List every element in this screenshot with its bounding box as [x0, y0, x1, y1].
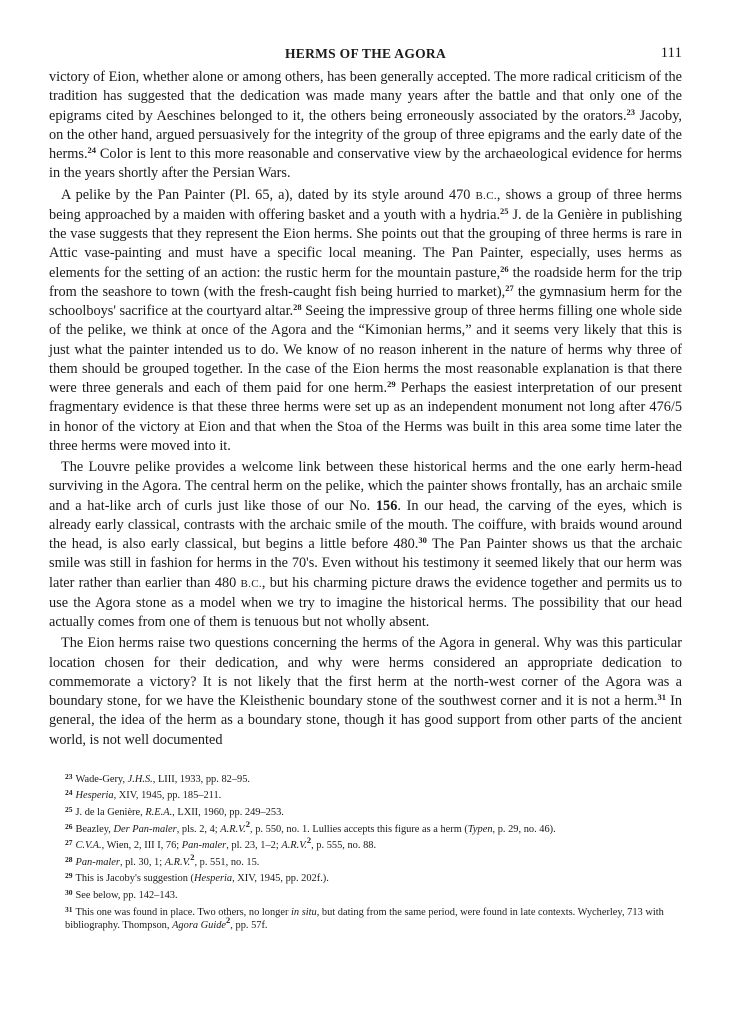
footnotes	[49, 770, 682, 933]
footnote-number: 25	[65, 804, 73, 814]
paragraph	[49, 68, 682, 184]
italic-text: J.H.S.	[127, 773, 153, 785]
footnote-number: 26	[65, 821, 73, 831]
text-run: , p. 29, no. 46).	[492, 823, 556, 835]
footnote-number: 28	[65, 854, 73, 864]
text-run: , p. 555, no. 88.	[311, 840, 377, 852]
text-run: , XIV, 1945, pp. 202f.).	[232, 873, 329, 885]
body-text	[49, 68, 682, 750]
footnote-ref: 26	[500, 263, 509, 274]
footnote	[49, 853, 682, 870]
text-run: the gymnasium herm for the schoolboys' sacrifice at the courtyard altar.	[49, 283, 682, 319]
text-run: Wade-Gery,	[75, 773, 128, 785]
text-run: , but his charming picture draws the evidence together and permits us to use the Agora stone as a model when we try to imagine the historical herms. The possibility that our head actually comes from one of them is tenuous but not wholly absent.	[49, 574, 682, 630]
page	[49, 44, 682, 933]
footnote-number: 27	[65, 838, 73, 848]
footnote-ref: 27	[505, 282, 514, 293]
running-title: HERMS OF THE AGORA	[284, 46, 447, 61]
text-run: In general, the idea of the herm as a boundary stone, though it has good support from other parts of the ancient world, is not well documented	[49, 693, 683, 748]
footnote-number: 23	[65, 771, 73, 781]
footnote	[49, 903, 682, 933]
footnote-number: 24	[65, 788, 73, 798]
footnote-ref: 25	[500, 205, 509, 216]
italic-text: Pan-maler	[181, 840, 227, 852]
text-run: , Wien, 2, III I, 76;	[101, 840, 182, 852]
running-header	[49, 44, 682, 68]
text-run: J. de la Genière in publishing the vase suggests that they represent the Eion herms. She points out that the grouping of three herms is rare in Attic vase-painting and must have a specific local meaning. The Pan Painter, especially, uses herms as elements for the setting of an action: the rustic herm for the mountain pasture,	[49, 206, 682, 281]
footnote-number: 30	[65, 887, 73, 897]
footnote	[49, 836, 682, 853]
text-run: victory of Eion, whether alone or among others, has been generally accepted. The more radical criticism of the tradition has suggested that the dedication was made many years after the battle and that only one of the epigrams cited by Aeschines belonged to it, the others being erroneously associated by the orators.	[49, 69, 682, 124]
text-run: , LIII, 1933, pp. 82–95.	[152, 773, 251, 785]
footnote	[49, 820, 682, 837]
paragraph	[49, 186, 682, 457]
text-run: , pl. 23, 1–2;	[226, 840, 282, 852]
footnote-ref: 28	[293, 302, 302, 312]
italic-text: Agora Guide	[172, 920, 227, 932]
text-run: , p. 551, no. 15.	[194, 856, 260, 868]
text-run: the roadside herm for the trip from the seashore to town (with the fresh-caught fish being hurried to market),	[49, 264, 682, 300]
paragraph	[49, 634, 682, 750]
footnote-ref: 24	[87, 145, 97, 155]
text-run: , pl. 30, 1;	[119, 856, 165, 868]
paragraph	[49, 458, 682, 632]
text-run: See below, pp. 142–143.	[75, 889, 178, 901]
italic-text: A.R.V.	[220, 823, 246, 835]
text-run: , LXII, 1960, pp. 249–253.	[172, 806, 284, 818]
text-run: The Louvre pelike provides a welcome link between these historical herms and the one early herm-head surviving in the Agora. The central herm on the pelike, which the painter shows frontally, has an archaic smile and a hat-like arch of curls just like those of our No.	[49, 459, 682, 514]
text-run: , but dating from the same period, were found in late contexts. Wycherley, 713 with bibliography. Thompson,	[65, 906, 664, 932]
footnote-number: 31	[65, 904, 73, 914]
text-run: , XIV, 1945, pp. 185–211.	[113, 790, 222, 802]
small-caps: B.C.	[475, 189, 497, 202]
italic-text: Typen	[467, 823, 493, 835]
italic-text: C.V.A.	[75, 840, 102, 852]
text-run: Perhaps the easiest interpretation of our present fragmentary evidence is that these three herms were set up as an independent monument not long after 476/5 in honor of the victory at Eion and that when the Stoa of the Herms was built in this area some time later the three herms were moved into it.	[49, 380, 683, 454]
footnote	[49, 803, 682, 820]
italic-text: Pan-maler	[75, 856, 120, 868]
italic-text: Hesperia	[193, 873, 233, 885]
page-number: 111	[660, 45, 682, 61]
text-run: This one was found in place. Two others, no longer	[75, 906, 292, 918]
small-caps: B.C.	[240, 577, 262, 590]
text-run: Seeing the impressive group of three herms filling one whole side of the pelike, we think at once of the Agora and the “Kimonian herms,” and it seems very likely that this is just what the painter intended us to do. We know of no reason inherent in the nature of herms why three of them should be grouped together. In the case of the Eion herms the most reasonable explanation is that there were three generals and each of them paid for one herm.	[49, 303, 682, 396]
italic-text: R.E.A.	[145, 806, 173, 818]
footnote-ref: 30	[418, 535, 427, 545]
text-run: This is Jacoby's suggestion (	[75, 873, 194, 885]
italic-text: A.R.V.	[281, 840, 307, 852]
text-run: Color is lent to this more reasonable and conservative view by the archaeological evidence for herms in the years shortly after the Persian Wars.	[49, 146, 682, 182]
text-run: , pls. 2, 4;	[176, 823, 221, 835]
footnote-ref: 2	[245, 818, 251, 829]
footnote-ref: 2	[306, 835, 312, 846]
footnote-ref: 23	[626, 106, 636, 117]
footnote-ref: 31	[657, 692, 666, 702]
text-run: J. de la Genière,	[75, 806, 146, 818]
text-run: , pp. 57f.	[230, 920, 268, 932]
footnote-number: 29	[65, 871, 73, 881]
footnote	[49, 786, 682, 803]
footnote	[49, 869, 682, 886]
text-run: A pelike by the Pan Painter (Pl. 65, a), dated by its style around 470	[61, 186, 476, 203]
text-run: , shows a group of three herms being approached by a maiden with offering basket and a youth with a hydria.	[49, 186, 682, 223]
footnote-ref: 2	[226, 915, 231, 926]
text-run: , p. 550, no. 1. Lullies accepts this figure as a herm (	[250, 823, 468, 835]
footnote-ref: 2	[190, 851, 195, 862]
text-run: The Eion herms raise two questions concerning the herms of the Agora in general. Why was this particular location chosen for their dedication, and why were herms considered an appropriate dedication to commemorate a victory? It is not likely that the first herm at the north-west corner of the Agora was a boundary stone, for we have the Kleisthenic boundary stone of the southwest corner and it is not a herm.	[49, 635, 682, 709]
italic-text: in situ	[291, 906, 317, 918]
text-run: Beazley,	[75, 823, 114, 835]
text-run: Jacoby, on the other hand, argued persuasively for the integrity of the group of three epigrams and the early date of the herms.	[49, 107, 682, 162]
footnote-ref: 29	[387, 379, 396, 389]
text-run: . In our head, the carving of the eyes, which is already early classical, contrasts with the archaic smile of the mouth. The coiffure, with braids wound around the head, is also early classical, but begins a little before 480.	[49, 497, 683, 552]
footnote	[49, 886, 682, 903]
text-run: The Pan Painter shows us that the archaic smile was still in fashion for herms in the 70's. Even without his testimony it seemed likely that our herm was later rather than earlier than 480	[49, 536, 682, 591]
bold-ref: 156	[375, 497, 398, 514]
footnote	[49, 770, 682, 787]
italic-text: Der Pan-maler	[113, 823, 177, 835]
italic-text: A.R.V.	[164, 856, 191, 868]
italic-text: Hesperia	[75, 790, 114, 802]
